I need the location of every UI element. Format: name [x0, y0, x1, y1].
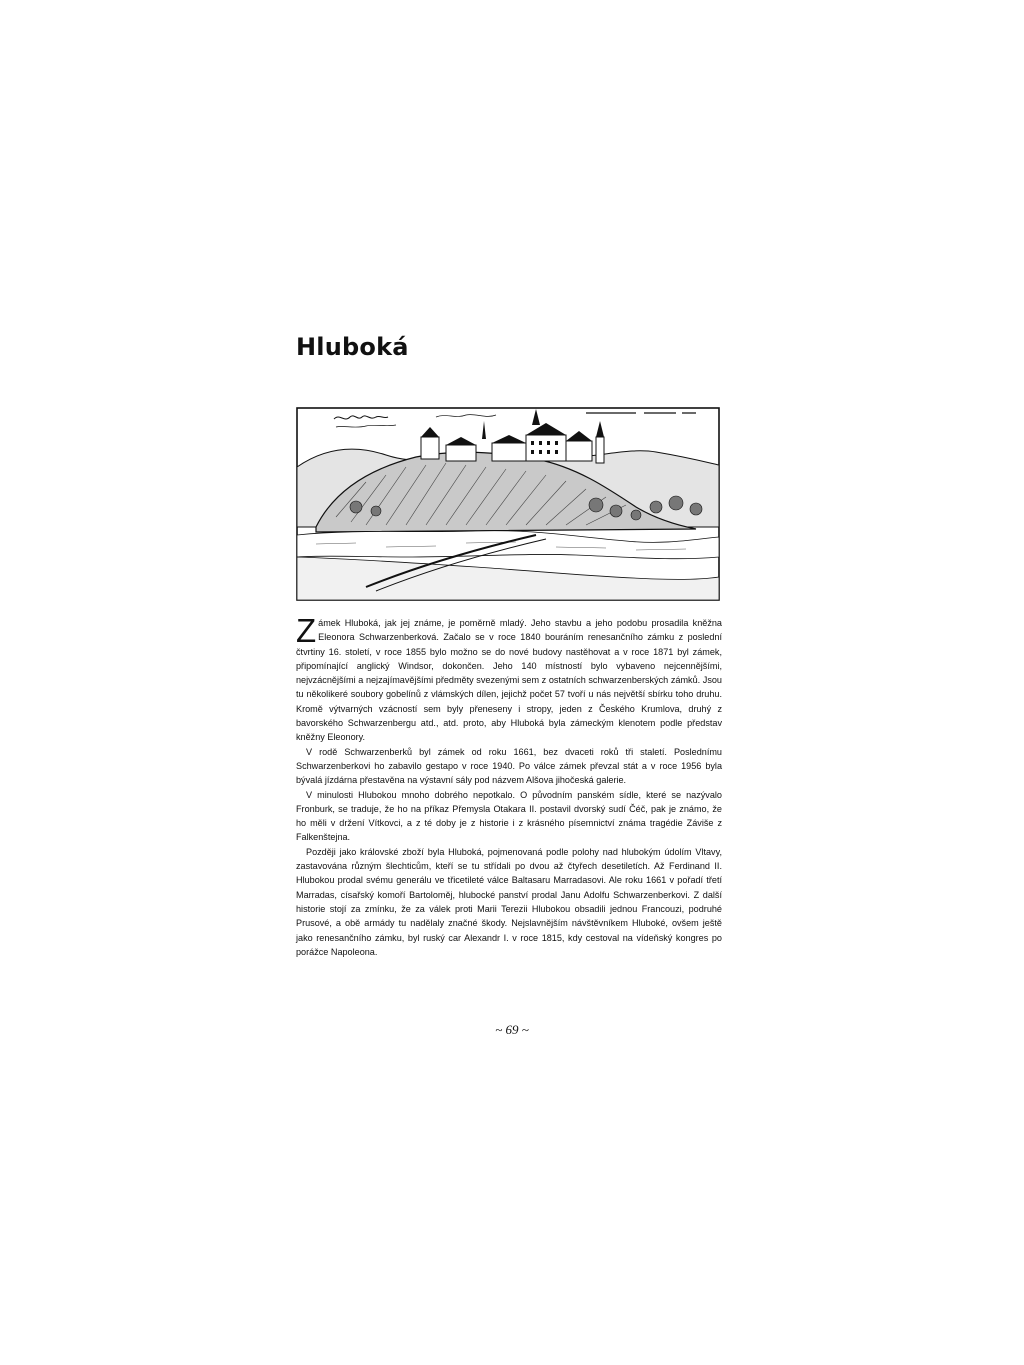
article-body [296, 612, 722, 959]
paragraph-2: V rodě Schwarzenberků byl zámek od roku 1661, bez dvaceti roků tři staletí. Poslednímu Schwarzenberkovi ho zabavilo gestapo v roce 1940. Po válce zámek převzal stát a v roce 1956 byla bývalá jízdárna přestavěna na výstavní sály pod názvem Alšova jihočeská galerie. [296, 746, 722, 786]
engraving-drawing [296, 407, 720, 601]
paragraph-4: Později jako královské zboží byla Hluboká, pojmenovaná podle polohy nad hlubokým údolím Vltavy, zastavována různým šlechticům, kteří se tu střídali po dvou až čtyřech desetiletích. Až Ferdinand II. Hlubokou prodal svému generálu ve třicetileté válce Baltasaru Marradasovi. Ale roku 1661 v pořadí třetí Marradas, císařský komoří Bartoloměj, hlubocké panství prodal Janu Adolfu Schwarzenberkovi. Z další historie stojí za zmínku, že za válek proti Marii Terezii Hlubokou obsadili jednou Francouzi, podruhé Prusové, a obě armády tu nadělaly značné škody. Nejslavnějším návštěvníkem Hluboké, ovšem ještě jako renesančního zámku, byl ruský car Alexandr I. v roce 1815, kdy cestoval na vídeňský kongres po porážce Napoleona. [296, 846, 722, 957]
paragraph-1-text: ámek Hluboká, jak jej známe, je poměrně mladý. Jeho stavbu a jeho podobu prosadila kněžna Eleonora Schwarzenberková. Začalo se v roce 1840 bouráním renesančního zámku z poslední čtvrtiny 16. století, v roce 1855 bylo možno se do nové budovy nastěhovat a v roce 1871 byl zámek, připomínající anglický Windsor, dokončen. Jeho 140 místností bylo vybaveno nejcennějšími, nejvzácnějšími a nejzajímavějšími předměty svezenými sem z ostatních schwarzenberských zámků. Jsou tu několikeré soubory gobelínů z vlámských dílen, jejichž počet 57 tvoří u nás největší sbírku toho druhu. Kromě výtvarných vzácností sem byly přeneseny i stropy, jeden z Českého Krumlova, druhý z bavorského Schwarzenbergu atd., atd. proto, aby Hluboká byla zámeckým klenotem podle představ kněžny Eleonory. [296, 618, 722, 743]
paragraph-3: V minulosti Hlubokou mnoho dobrého nepotkalo. O původním panském sídle, které se nazývalo Fronburk, se traduje, že ho na příkaz Přemysla Otakara II. postavil dvorský sudí Čéč, pak je známo, že ho měli v držení Vítkovci, a z té doby je z historie i z krásného písemnictví známa tragédie Záviše z Falkenštejna. [296, 789, 722, 843]
castle-illustration [296, 407, 720, 601]
paragraph-1 [296, 612, 722, 745]
page-title: Hluboká [296, 333, 409, 361]
page-number: ~ 69 ~ [495, 1022, 529, 1037]
dropcap-letter: Z [296, 612, 317, 649]
